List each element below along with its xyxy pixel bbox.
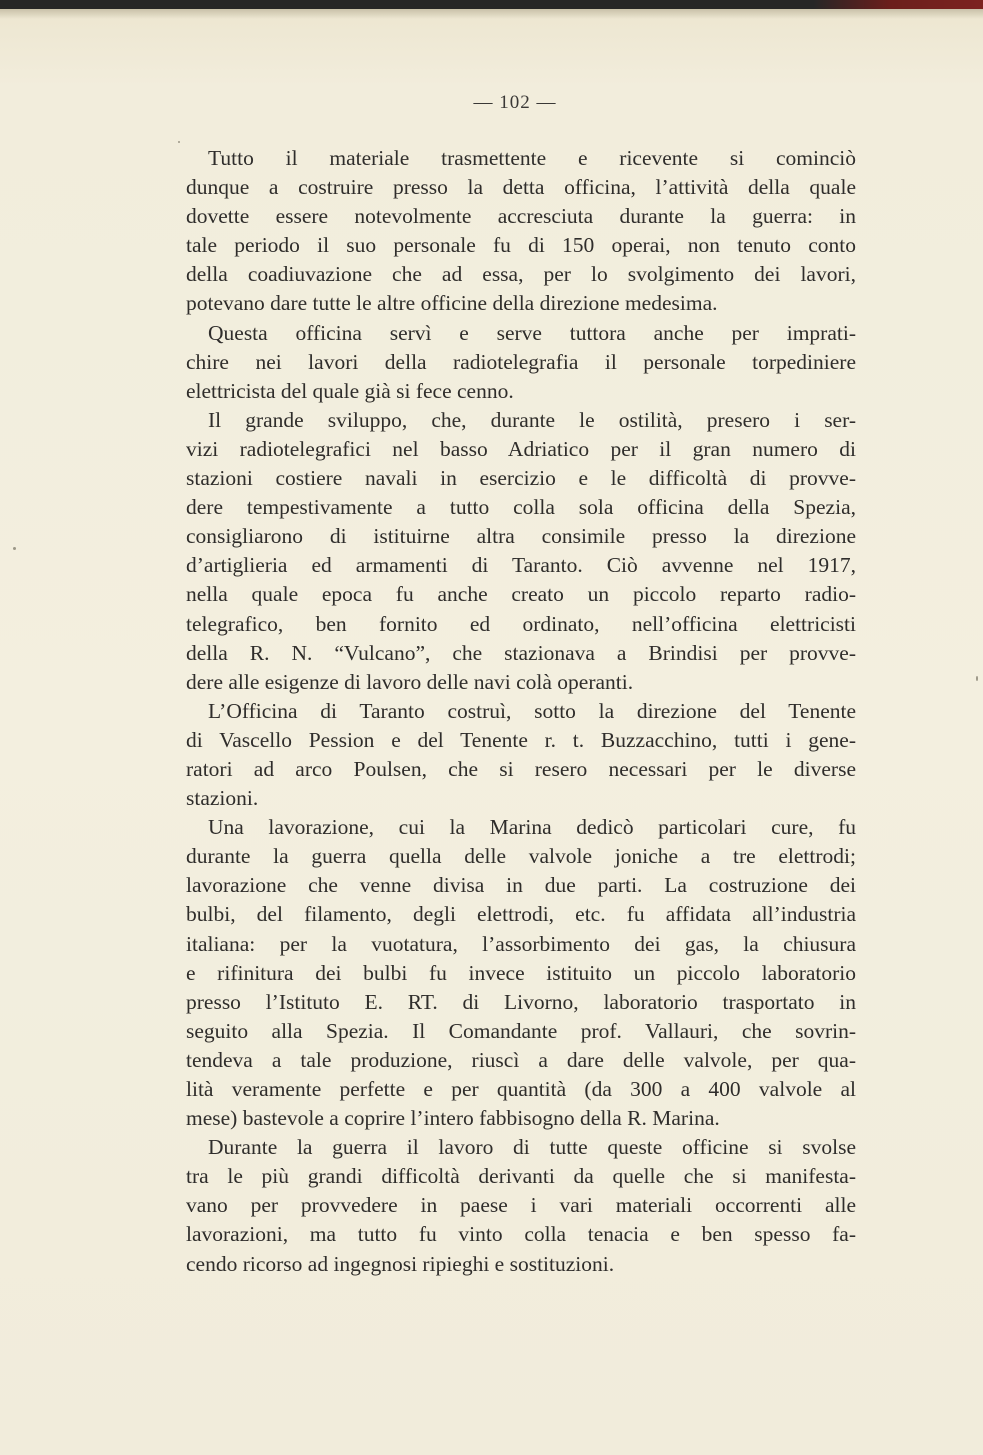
scan-speck: [976, 676, 978, 681]
text-line: seguito alla Spezia. Il Comandante prof. Vallauri, che sovrin-: [186, 1018, 856, 1043]
text-line: lità veramente perfette e per quantità (da 300 a 400 valvole al: [186, 1077, 856, 1101]
text-line: stazioni costiere navali in esercizio e le difficoltà di provve-: [186, 466, 856, 491]
text-line: Tutto il materiale trasmettente e ricevente si cominciò: [208, 146, 856, 170]
text-line: lavorazione che venne divisa in due parti. La costruzione dei: [186, 873, 856, 898]
text-line: della R. N. “Vulcano”, che stazionava a Brindisi per provve-: [186, 640, 856, 665]
text-line: elettricista del quale già si fece cenno.: [186, 378, 514, 403]
body-text: [186, 144, 856, 1279]
page-top-shadow: [0, 9, 983, 19]
scan-speck: [13, 547, 16, 550]
text-line: di Vascello Pession e del Tenente r. t. Buzzacchino, tutti i gene-: [186, 727, 856, 752]
text-line: Il grande sviluppo, che, durante le ostilità, presero i ser-: [208, 407, 856, 432]
text-line: Una lavorazione, cui la Marina dedicò particolari cure, fu: [208, 815, 856, 840]
text-line: tra le più grandi difficoltà derivanti da quelle che si manifesta-: [186, 1164, 856, 1189]
text-line: presso l’Istituto E. RT. di Livorno, laboratorio trasportato in: [186, 989, 856, 1014]
text-line: Questa officina servì e serve tuttora anche per imprati-: [208, 320, 856, 345]
text-line: mese) bastevole a coprire l’intero fabbisogno della R. Marina.: [186, 1106, 720, 1131]
text-line: potevano dare tutte le altre officine della direzione medesima.: [186, 291, 718, 316]
text-line: stazioni.: [186, 786, 259, 811]
text-line: telegrafico, ben fornito ed ordinato, nell’officina elettricisti: [186, 611, 856, 636]
text-line: dovette essere notevolmente accresciuta durante la guerra: in: [186, 204, 856, 229]
text-line: tale periodo il suo personale fu di 150 operai, non tenuto conto: [186, 233, 856, 258]
scan-speck: [178, 141, 180, 143]
text-line: nella quale epoca fu anche creato un piccolo reparto radio-: [186, 582, 856, 607]
text-line: della coadiuvazione che ad essa, per lo svolgimento dei lavori,: [186, 262, 856, 287]
text-line: ratori ad arco Poulsen, che si resero necessari per le diverse: [186, 756, 856, 781]
text-line: dunque a costruire presso la detta officina, l’attività della quale: [186, 175, 856, 200]
text-line: bulbi, del filamento, degli elettrodi, etc. fu affidata all’industria: [186, 902, 856, 927]
text-line: italiana: per la vuotatura, l’assorbimento dei gas, la chiusura: [186, 931, 856, 956]
text-line: dere alle esigenze di lavoro delle navi colà operanti.: [186, 669, 634, 694]
text-line: vano per provvedere in paese i vari materiali occorrenti alle: [186, 1193, 856, 1218]
page-number: — 102 —: [473, 92, 557, 113]
text-line: L’Officina di Taranto costruì, sotto la direzione del Tenente: [208, 698, 856, 723]
text-line: dere tempestivamente a tutto colla sola officina della Spezia,: [186, 495, 856, 520]
text-line: d’artiglieria ed armamenti di Taranto. Ciò avvenne nel 1917,: [186, 553, 856, 578]
text-line: chire nei lavori della radiotelegrafia il personale torpediniere: [186, 349, 856, 374]
text-line: e rifinitura dei bulbi fu invece istituito un piccolo laboratorio: [186, 960, 856, 985]
text-line: consigliarono di istituirne altra consimile presso la direzione: [186, 524, 856, 549]
text-line: vizi radiotelegrafici nel basso Adriatico per il gran numero di: [186, 436, 856, 461]
text-line: tendeva a tale produzione, riuscì a dare delle valvole, per qua-: [186, 1047, 856, 1072]
text-line: lavorazioni, ma tutto fu vinto colla tenacia e ben spesso fa-: [186, 1222, 856, 1247]
text-line: durante la guerra quella delle valvole joniche a tre elettrodi;: [186, 844, 856, 869]
text-line: Durante la guerra il lavoro di tutte queste officine si svolse: [208, 1135, 856, 1160]
page-top-edge-binding: [813, 0, 983, 9]
text-line: cendo ricorso ad ingegnosi ripieghi e sostituzioni.: [186, 1251, 615, 1276]
